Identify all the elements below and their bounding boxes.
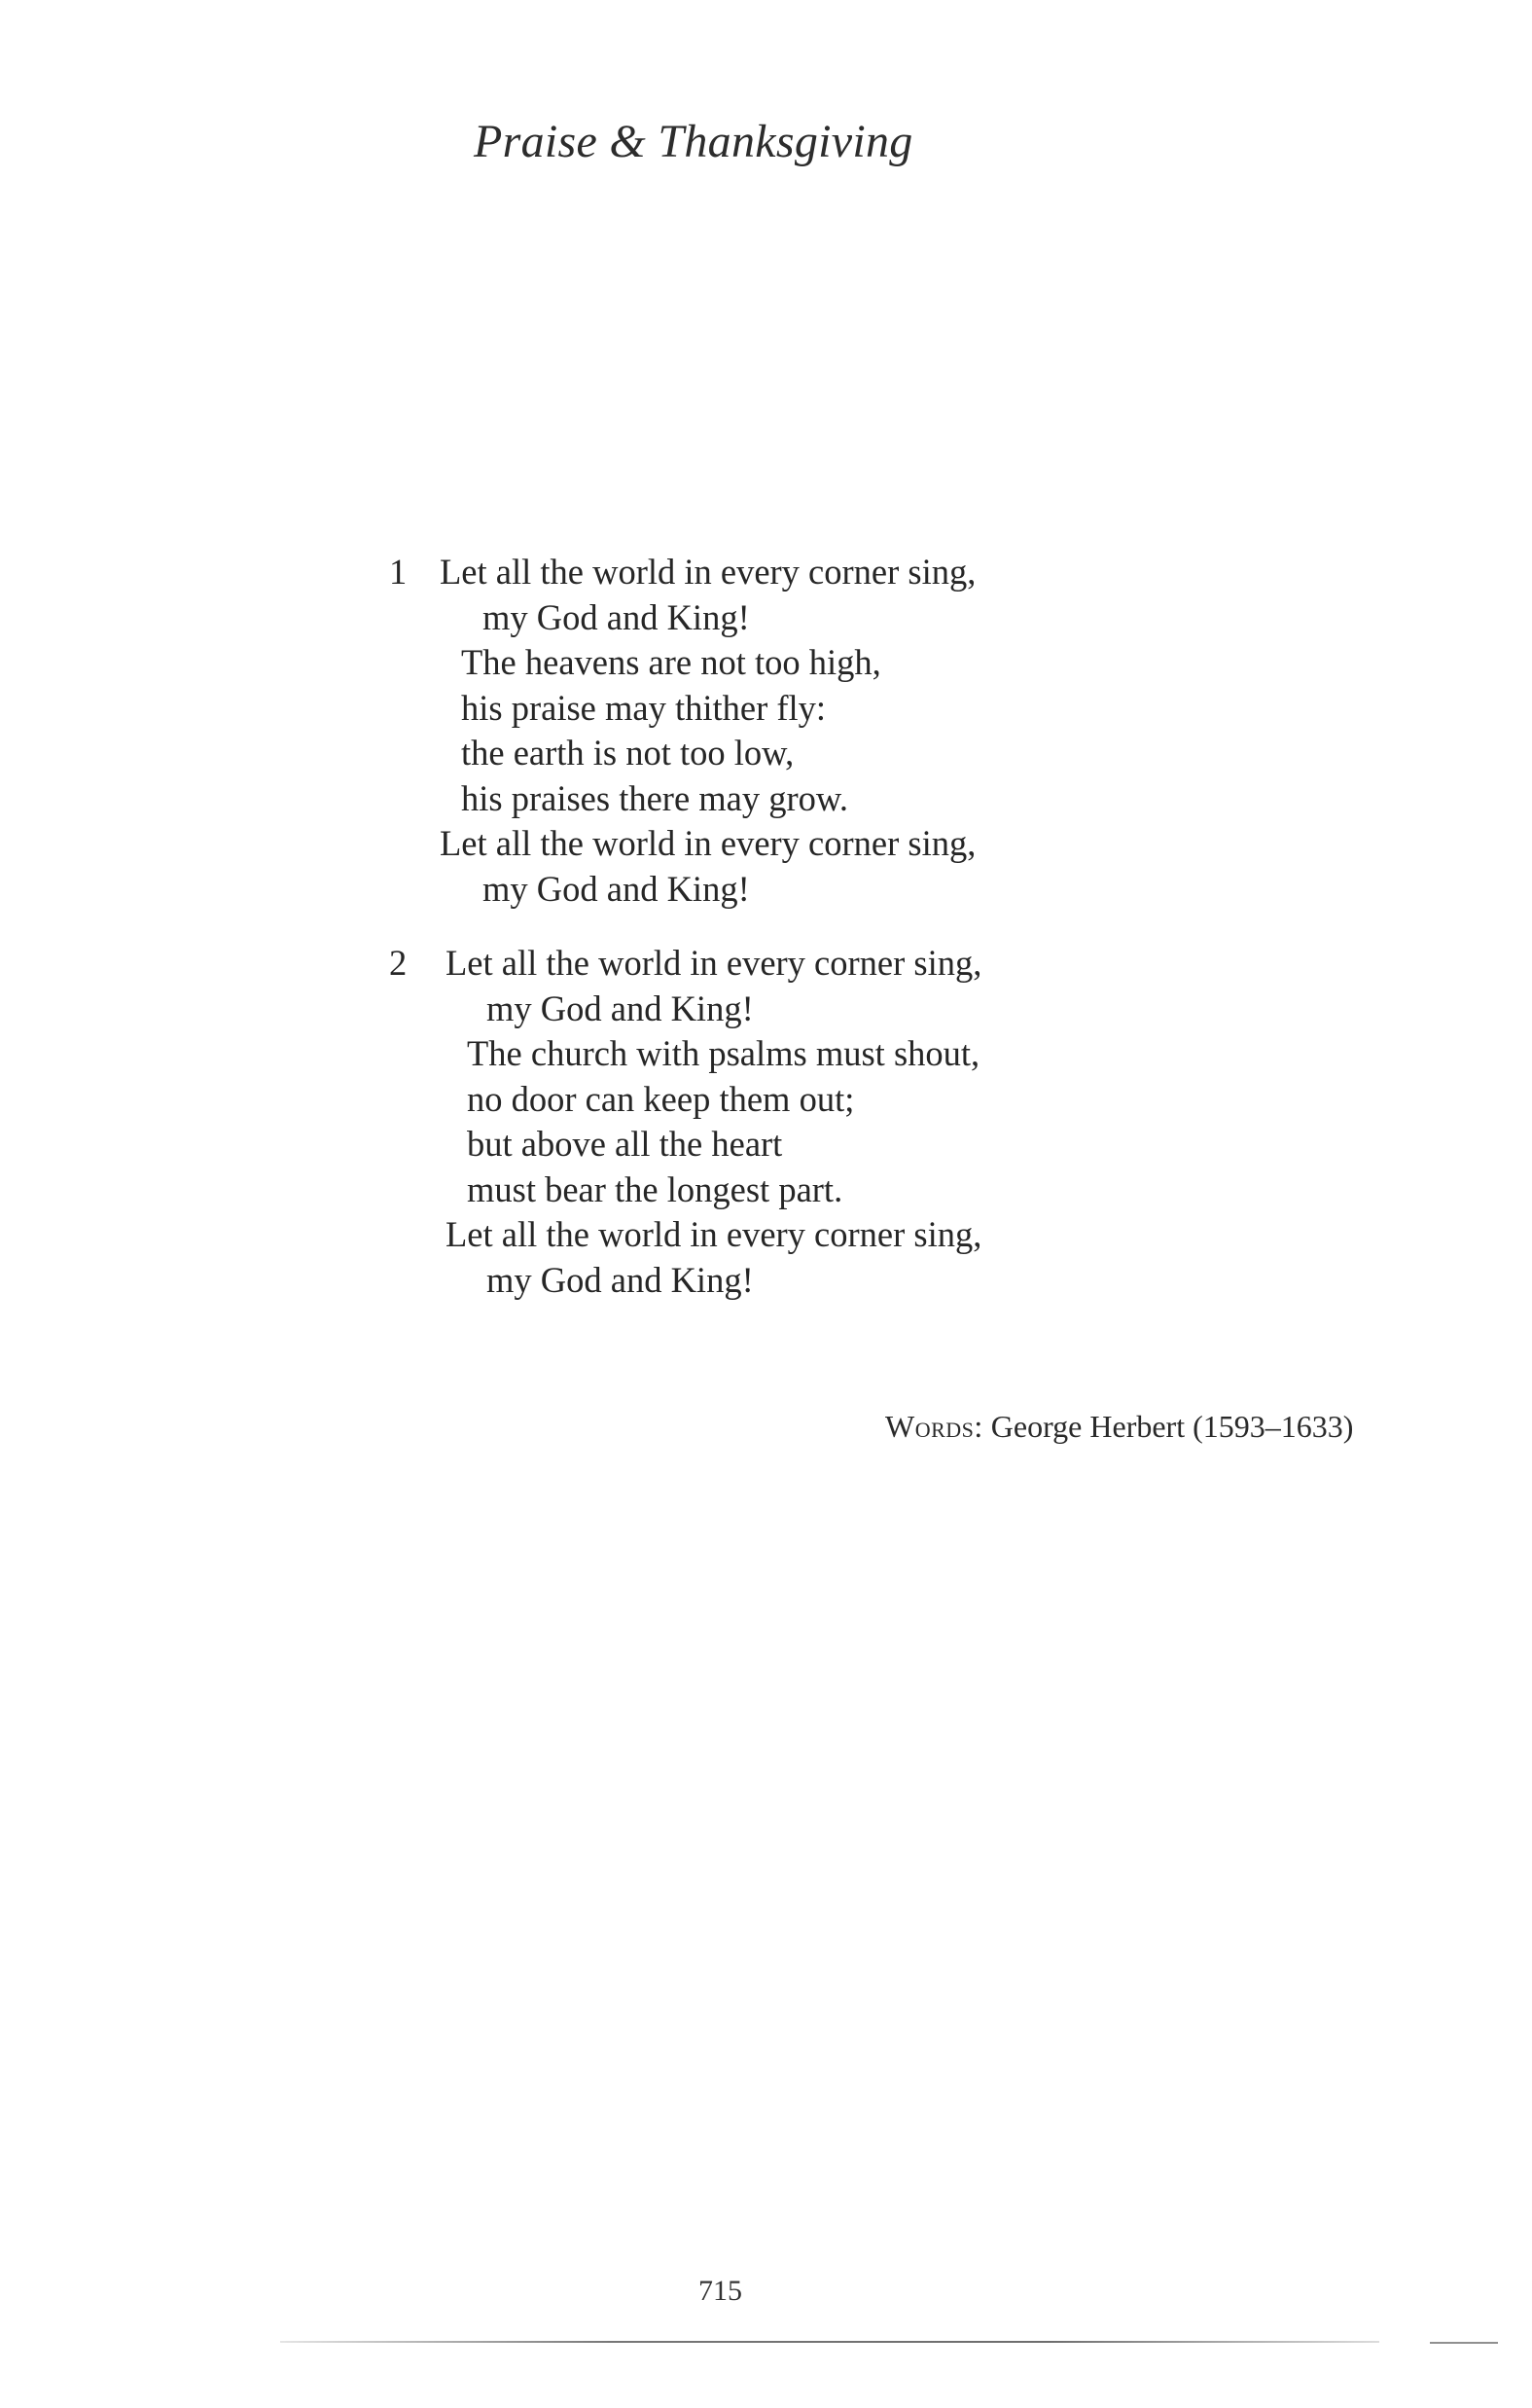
- verse-line: no door can keep them out;: [467, 1078, 855, 1119]
- hymn-text: [389, 550, 981, 1303]
- verse-number: 1: [389, 552, 408, 592]
- verse-line: his praise may thither fly:: [461, 687, 827, 728]
- words-credit: [885, 1409, 1353, 1445]
- page-number: 715: [698, 2275, 742, 2307]
- verse-line: my God and King!: [486, 988, 754, 1028]
- verse-number: 2: [389, 943, 408, 983]
- bottom-rule: [280, 2341, 1379, 2343]
- verse-line: Let all the world in every corner sing,: [445, 1214, 982, 1254]
- verse-line: but above all the heart: [467, 1124, 783, 1164]
- bottom-rule-tail: [1430, 2342, 1498, 2344]
- verse: [389, 550, 981, 912]
- verse-line: The church with psalms must shout,: [467, 1033, 980, 1073]
- verse-line: my God and King!: [486, 1259, 754, 1300]
- verse: [389, 941, 981, 1303]
- credit-author: George Herbert (1593–1633): [990, 1409, 1354, 1444]
- verse-line: my God and King!: [482, 868, 750, 909]
- verse-line: my God and King!: [482, 596, 750, 637]
- credit-label: Words:: [885, 1409, 983, 1444]
- verse-line: the earth is not too low,: [461, 733, 795, 773]
- verse-line: Let all the world in every corner sing,: [440, 823, 977, 863]
- section-title: Praise & Thanksgiving: [474, 116, 913, 167]
- verse-line: must bear the longest part.: [467, 1168, 843, 1209]
- verse-line: Let all the world in every corner sing,: [445, 943, 982, 983]
- verse-line: Let all the world in every corner sing,: [440, 552, 977, 592]
- verse-line: his praises there may grow.: [461, 777, 849, 818]
- verse-line: The heavens are not too high,: [461, 642, 881, 682]
